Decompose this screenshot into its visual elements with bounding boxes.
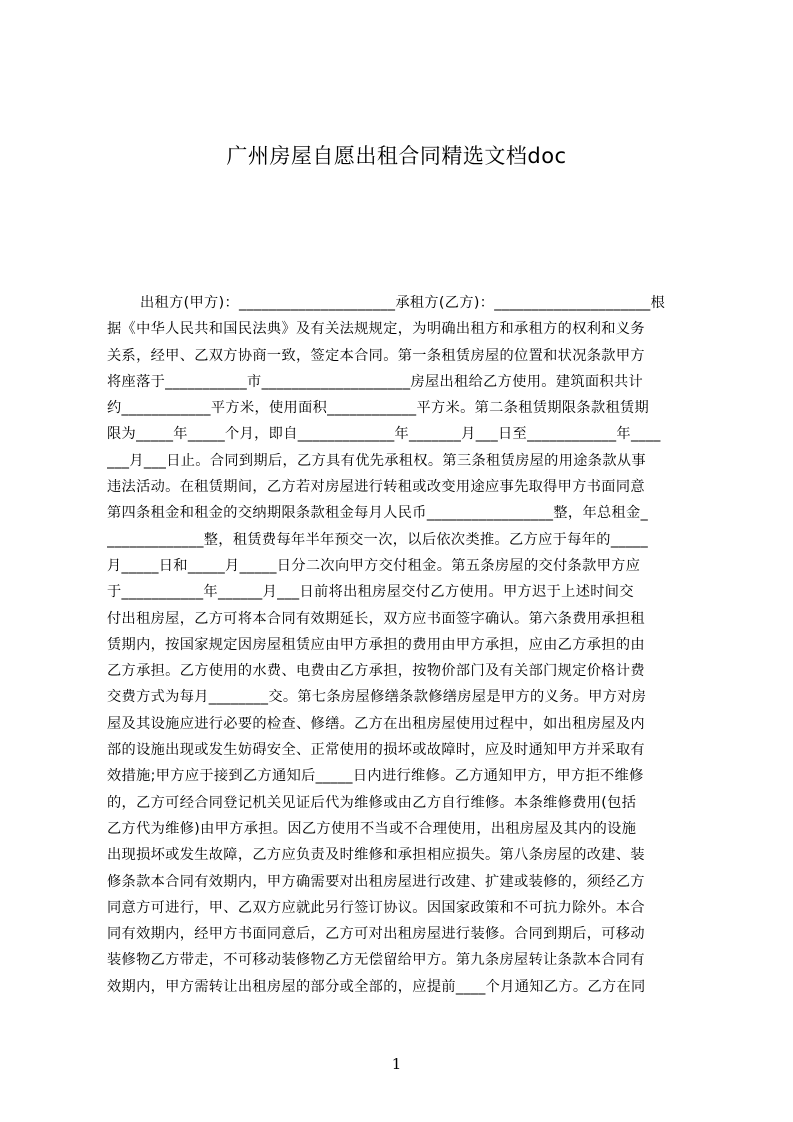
body-line: 部的设施出现或发生妨碍安全、正常使用的损坏或故障时，应及时通知甲方并采取有 [107,742,645,759]
body-line: 限为_____年_____个月，即自_____________年_______月___日至____________年____ [107,426,661,443]
body-line: 交费方式为每月________交。第七条房屋修缮条款修缮房屋是甲方的义务。甲方对房 [107,689,647,706]
page-number: 1 [391,1055,402,1073]
document-body [107,290,699,1000]
body-line: 效期内，甲方需转让出租房屋的部分或全部的，应提前____个月通知乙方。乙方在同 [107,978,646,995]
body-line: 关系，经甲、乙双方协商一致，签定本合同。第一条租赁房屋的位置和状况条款甲方 [107,347,645,364]
body-line: _____________整，租赁费每年半年预交一次，以后依次类推。乙方应于每年的_____ [107,531,649,548]
body-line: 约____________平方米，使用面积____________平方米。第二条租赁期限条款租赁期 [107,400,650,417]
body-line: 的，乙方可经合同登记机关见证后代为维修或由乙方自行维修。本条维修费用(包括 [107,794,637,811]
document-title: 广州房屋自愿出租合同精选文档doc [226,144,567,168]
body-line: 出现损坏或发生故障，乙方应负责及时维修和承担相应损失。第八条房屋的改建、装 [107,847,645,864]
body-line: 于___________年______月___日前将出租房屋交付乙方使用。甲方迟于上述时间交 [107,584,634,601]
body-line: 将座落于___________市____________________房屋出租给乙方使用。建筑面积共计 [107,373,644,390]
body-line: 装修物乙方带走，不可移动装修物乙方无偿留给甲方。第九条房屋转让条款本合同有 [107,952,645,969]
body-line: 屋及其设施应进行必要的检查、修缮。乙方在出租房屋使用过程中，如出租房屋及内 [107,715,645,732]
body-line: ___月___日止。合同到期后，乙方具有优先承租权。第三条租赁房屋的用途条款从事 [107,452,646,469]
body-line: 效措施;甲方应于接到乙方通知后_____日内进行维修。乙方通知甲方，甲方拒不维修 [107,768,644,785]
body-line: 同意方可进行，甲、乙双方应就此另行签订协议。因国家政策和不可抗力除外。本合 [107,899,645,916]
body-line: 违法活动。在租赁期间，乙方若对房屋进行转租或改变用途应事先取得甲方书面同意 [107,479,645,496]
body-line: 赁期内，按国家规定因房屋租赁应由甲方承担的费用由甲方承担，应由乙方承担的由 [107,636,645,653]
body-line: 月_____日和_____月_____日分二次向甲方交付租金。第五条房屋的交付条款甲方应 [107,557,641,574]
body-line: 出租方(甲方)：_____________________承租方(乙方)：_____________________根 [140,295,666,311]
body-line: 乙方代为维修)由甲方承担。因乙方使用不当或不合理使用，出租房屋及其内的设施 [107,820,637,837]
body-line: 付出租房屋，乙方可将本合同有效期延长，双方应书面签字确认。第六条费用承担租 [107,610,645,627]
body-line: 乙方承担。乙方使用的水费、电费由乙方承担，按物价部门及有关部门规定价格计费 [107,663,645,680]
body-line: 同有效期内，经甲方书面同意后，乙方可对出租房屋进行装修。合同到期后，可移动 [107,926,645,943]
body-line: 修条款本合同有效期内，甲方确需要对出租房屋进行改建、扩建或装修的，须经乙方 [107,873,645,890]
body-line: 据《中华人民共和国民法典》及有关法规规定，为明确出租方和承租方的权利和义务 [107,321,645,338]
body-line: 第四条租金和租金的交纳期限条款租金每月人民币_________________整，年总租金_ [107,505,649,522]
